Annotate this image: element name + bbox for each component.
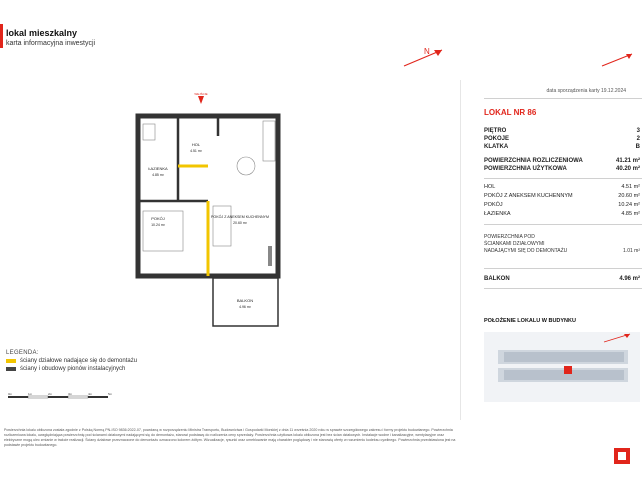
north-arrow-icon xyxy=(402,42,446,72)
unit-number: LOKAL NR 86 xyxy=(484,108,537,117)
legend-item-partition: ściany działowe nadające się do demontażu xyxy=(6,358,137,364)
brand-accent-bar xyxy=(0,24,3,48)
card-date: data sporządzenia karty 19.12.2024 xyxy=(546,88,626,94)
north-arrow-small-icon xyxy=(600,48,636,70)
svg-text:WEJŚCIE: WEJŚCIE xyxy=(194,92,208,96)
svg-text:2m: 2m xyxy=(48,392,53,396)
unit-location-marker xyxy=(564,366,572,374)
divider xyxy=(484,178,642,179)
svg-text:4.51 m²: 4.51 m² xyxy=(190,149,202,153)
area-settle-row: POWIERZCHNIA ROZLICZENIOWA 41.21 m² xyxy=(484,158,640,164)
page-subtitle: karta informacyjna inwestycji xyxy=(6,40,96,47)
panel-divider xyxy=(460,80,461,420)
divider xyxy=(484,98,642,99)
breakdown-row: POKÓJ Z ANEKSEM KUCHENNYM 20.60 m² xyxy=(484,193,640,199)
svg-text:20.60 m²: 20.60 m² xyxy=(233,221,247,225)
breakdown-row: ŁAZIENKA 4.85 m² xyxy=(484,211,640,217)
legend-title: LEGENDA: xyxy=(6,350,39,356)
scale-bar xyxy=(6,392,126,404)
breakdown-row: HOL 4.51 m² xyxy=(484,184,640,190)
brand-logo-icon xyxy=(612,446,632,466)
divider xyxy=(484,268,642,269)
page-title: lokal mieszkalny xyxy=(6,28,78,38)
divider xyxy=(484,288,642,289)
wall-swatch-icon xyxy=(6,367,16,371)
balcony-row: BALKON 4.96 m² xyxy=(484,276,640,282)
room-label-hol: HOL xyxy=(191,142,201,147)
breakdown-row: POKÓJ 10.24 m² xyxy=(484,202,640,208)
room-label-bathroom: ŁAZIENKA xyxy=(148,166,168,171)
svg-text:4.96 m²: 4.96 m² xyxy=(239,305,251,309)
entrance-arrow-icon xyxy=(198,96,204,104)
location-title: POŁOŻENIE LOKALU W BUDYNKU xyxy=(484,318,576,324)
floor-row: PIĘTRO 3 xyxy=(484,128,640,134)
room-label-bedroom: POKÓJ xyxy=(151,216,165,221)
stair-row: KLATKA B xyxy=(484,144,640,150)
svg-text:0m: 0m xyxy=(8,392,13,396)
svg-text:1m: 1m xyxy=(28,392,33,396)
svg-text:3m: 3m xyxy=(68,392,73,396)
legend-item-walls: ściany i obudowy pionów instalacyjnych xyxy=(6,366,125,372)
floor-plan xyxy=(128,92,298,366)
svg-text:5m: 5m xyxy=(108,392,113,396)
partition-swatch-icon xyxy=(6,359,16,363)
area-usable-row: POWIERZCHNIA UŻYTKOWA 40.20 m² xyxy=(484,166,640,172)
partition-note: POWIERZCHNIA POD ŚCIANKAMI DZIAŁOWYMI NADAJĄCYMI SIĘ DO DEMONTAŻU 1.01 m² xyxy=(484,234,640,254)
svg-text:4m: 4m xyxy=(88,392,93,396)
svg-text:10.24 m²: 10.24 m² xyxy=(151,223,165,227)
svg-text:N: N xyxy=(424,47,430,56)
disclaimer-text: Powierzchnia lokalu obliczona została zgodnie z Polską Normą PN-ISO 9836:2022-07, powołaną w rozporządzeniu Ministra Transportu, Budownictwa i Gospodarki Morskiej z dnia 11 września 2020 roku w sprawie szczegółowego zakresu i formy projektu budowlanego. Powierzchnia rozliczeniowa lokalu, uwzględniająca powierzchnię pod ścianami działowymi nadającymi się do demontażu, stanowi podstawę do rozliczenia ceny sprzedaży. Powierzchnia użytkowa lokalu obliczona jest bez ścian działowych. Instalacje wodne i kanalizacyjne, wentylacyjne oraz elektryczne mogą ulec zmianie w trakcie realizacji. Ściany działowe przeznaczone do demontażu oznaczono kolorem żółtym. Wizualizacje, rysunki oraz umeblowanie mają charakter poglądowy i nie stanowią oferty w rozumieniu kodeksu cywilnego. Powierzchnia przedstawiona jest na podstawie projektu budowlanego. xyxy=(4,428,456,447)
svg-text:4.85 m²: 4.85 m² xyxy=(152,173,164,177)
room-label-balcony: BALKON xyxy=(236,298,254,303)
rooms-row: POKOJE 2 xyxy=(484,136,640,142)
room-label-living: POKÓJ Z ANEKSEM KUCHENNYM xyxy=(211,215,269,219)
building-location-map xyxy=(484,332,640,402)
divider xyxy=(484,224,642,225)
